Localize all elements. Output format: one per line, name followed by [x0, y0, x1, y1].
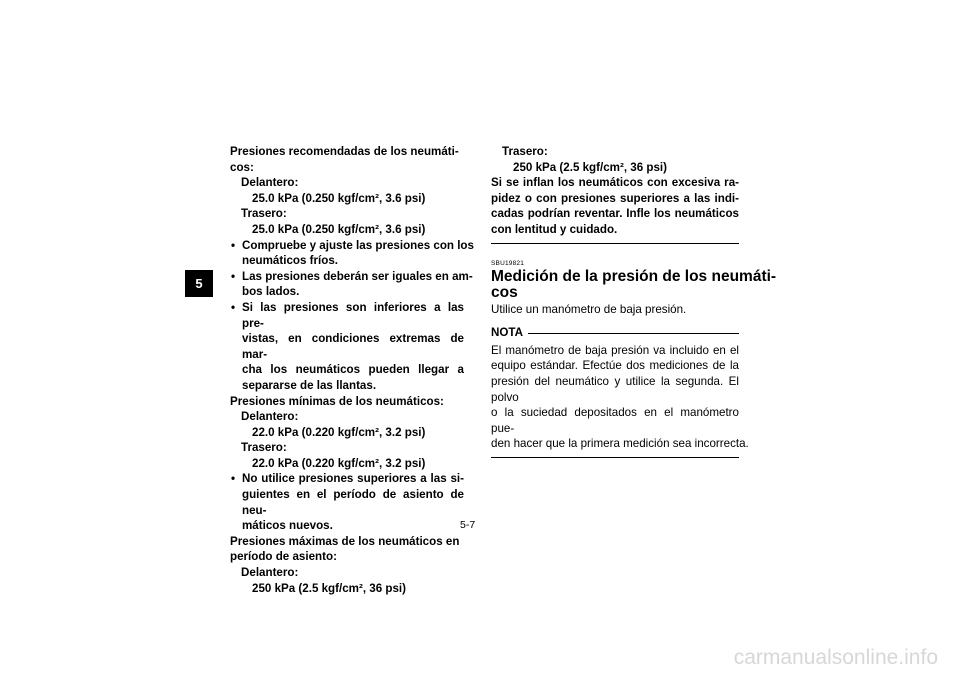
bullet-text: • Compruebe y ajuste las presiones con los: [242, 238, 474, 252]
bullet-text: separarse de las llantas.: [242, 378, 377, 392]
chapter-tab: 5: [185, 270, 213, 297]
note-line: o la suciedad depositados en el manómetro pue-: [491, 406, 739, 435]
front-label: Delantero:: [241, 176, 299, 190]
note-divider: [528, 333, 739, 334]
max-front-value: 250 kPa (2.5 kgf/cm², 36 psi): [252, 581, 407, 595]
note-line: equipo estándar. Efectúe dos mediciones de la: [491, 359, 739, 373]
warning-line: cadas podrían reventar. Infle los neumáticos: [491, 207, 739, 221]
max-heading: Presiones máximas de los neumáticos en: [230, 534, 460, 548]
note-line: den hacer que la primera medición sea incorrecta.: [491, 437, 749, 451]
max-heading-cont: período de asiento:: [230, 550, 337, 564]
section-heading-line: cos: [491, 284, 518, 302]
bullet-text: guientes en el período de asiento de neu-: [242, 488, 464, 517]
bullet-text: • Si las presiones son inferiores a las pre-: [242, 300, 464, 330]
bullet-text: vistas, en condiciones extremas de mar-: [242, 332, 464, 361]
section-heading: [491, 267, 777, 302]
min-rear-label: Trasero:: [241, 441, 287, 455]
note-line: presión del neumático y utilice la segunda. El polvo: [491, 374, 739, 404]
note-body: [491, 343, 749, 452]
warning-line: con lentitud y cuidado.: [491, 222, 618, 236]
note-line: El manómetro de baja presión va incluido en el: [491, 343, 739, 357]
bullet-text: cha los neumáticos pueden llegar a: [242, 363, 464, 377]
recommended-heading: Presiones recomendadas de los neumáti-: [230, 145, 459, 158]
note-header: [491, 325, 739, 341]
page-number: 5-7: [460, 519, 476, 531]
warning-line: Si se inflan los neumáticos con excesiva ra-: [491, 176, 739, 190]
bullet-item: [230, 238, 474, 269]
section-heading-line: Medición de la presión de los neumáti-: [491, 267, 777, 285]
watermark: carmanualsonline.info: [733, 646, 938, 669]
bullet-item: [230, 471, 464, 533]
max-front-label: Delantero:: [241, 566, 299, 580]
intro-text: Utilice un manómetro de baja presión.: [491, 302, 687, 316]
min-front-label: Delantero:: [241, 410, 299, 424]
min-rear-value: 22.0 kPa (0.220 kgf/cm², 3.2 psi): [252, 456, 426, 470]
section-divider: [491, 243, 739, 244]
warning-line: pidez o con presiones superiores a las indi-: [491, 191, 739, 205]
bullet-item: [230, 300, 464, 394]
note-end-divider: [491, 457, 739, 458]
minimum-heading: Presiones mínimas de los neumáticos:: [230, 394, 444, 408]
bullet-text: • No utilice presiones superiores a las si-: [242, 472, 464, 486]
recommended-heading-cont: cos:: [230, 160, 254, 174]
rear-label: Trasero:: [241, 207, 287, 221]
bullet-text: neumáticos fríos.: [242, 254, 338, 268]
bullet-text: bos lados.: [242, 285, 300, 299]
warning-text: [491, 175, 739, 237]
section-code: SBU19821: [491, 259, 525, 267]
bullet-text: • Las presiones deberán ser iguales en am-: [242, 269, 473, 283]
max-rear-value: 250 kPa (2.5 kgf/cm², 36 psi): [513, 160, 668, 174]
rear-value: 25.0 kPa (0.250 kgf/cm², 3.6 psi): [252, 222, 426, 236]
front-value: 25.0 kPa (0.250 kgf/cm², 3.6 psi): [252, 191, 426, 205]
max-rear-label: Trasero:: [502, 145, 548, 158]
note-label: NOTA: [491, 326, 523, 340]
right-column: [491, 144, 777, 458]
min-front-value: 22.0 kPa (0.220 kgf/cm², 3.2 psi): [252, 425, 426, 439]
bullet-item: [230, 269, 473, 300]
bullet-text: máticos nuevos.: [242, 519, 333, 533]
